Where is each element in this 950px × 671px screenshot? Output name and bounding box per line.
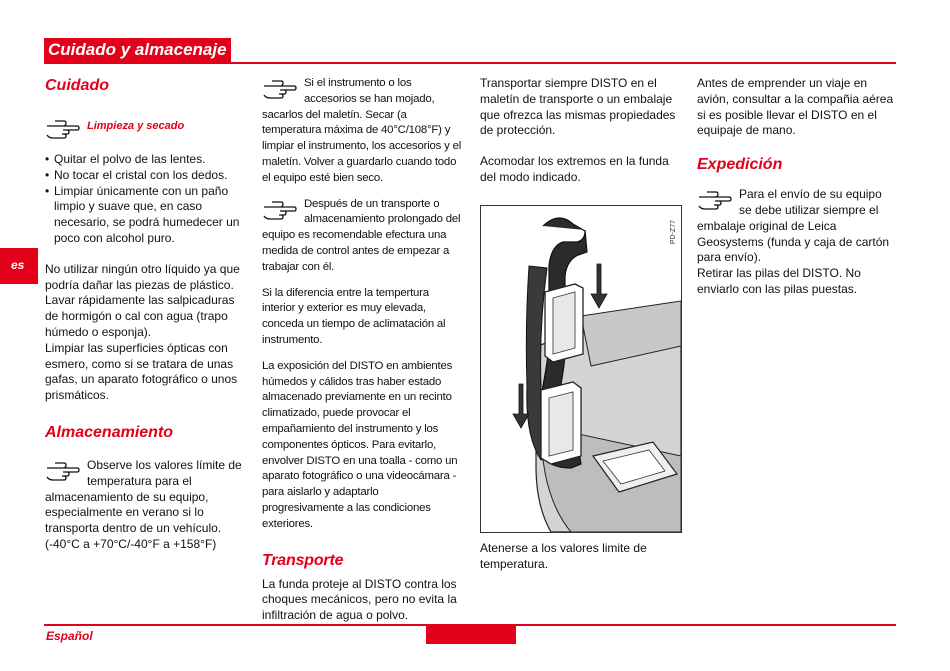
footer-language: Español <box>46 629 93 643</box>
subheading-limpieza: Limpieza y secado <box>87 120 185 132</box>
case-illustration <box>480 205 682 533</box>
note-despues <box>262 197 462 276</box>
header-rule <box>44 62 896 64</box>
heading-almacenamiento: Almacenamiento <box>45 423 174 441</box>
case-drawing <box>481 206 681 532</box>
paragraph-opticas: Limpiar las superficies ópticas con esmero, como si se tratara de unas gafas, un aparato fotográfico o unos prismáticos. <box>45 340 238 403</box>
heading-transporte: Transporte <box>262 551 344 569</box>
footer-page-block <box>426 625 516 644</box>
cleaning-list <box>45 152 245 247</box>
pointing-hand-icon <box>45 460 81 482</box>
list-item: • Limpiar únicamente con un paño limpio y suave que, en caso necesario, se podrá humedecer un poco con alcohol puro. <box>45 184 245 247</box>
column-4 <box>697 76 897 298</box>
figure-code: PD-Z77 <box>670 220 677 245</box>
language-tab <box>0 248 38 284</box>
note-temperatura <box>45 458 245 553</box>
column-3 <box>480 76 680 186</box>
list-item: • Quitar el polvo de las lentes. <box>45 152 245 168</box>
section-title: Cuidado y almacenaje <box>48 40 227 59</box>
pointing-hand-icon <box>697 189 733 211</box>
column-1 <box>45 76 245 553</box>
note-despues-text: Después de un transporte o almacenamiento prolongado del equipo es recomendable efectura una medida de control antes de empezar a trabajar con él. <box>262 197 461 273</box>
note-temperatura-text: Observe los valores límite de temperatura para el almacenamiento de su equipo, especialmente en verano si lo transporta dentro de un vehículo. (-40°C a +70°C/-40°F a +158°F) <box>45 457 242 551</box>
heading-cuidado: Cuidado <box>45 77 109 94</box>
note-mojado <box>262 76 462 187</box>
list-item: • No tocar el cristal con los dedos. <box>45 168 245 184</box>
column-2 <box>262 76 462 624</box>
paragraph-funda: La funda proteje al DISTO contra los choques mecánicos, pero no evita la infiltración de agua o polvo. <box>262 576 457 623</box>
paragraph-diferencia: Si la diferencia entre la tempertura interior y exterior es muy elevada, conceda un tiempo de aclimatación al instrumento. <box>262 286 446 346</box>
paragraph-viaje: Antes de emprender un viaje en avión, consultar a la compañia aérea si es posible llevar el DISTO en el equipaje de mano. <box>697 76 894 138</box>
pointing-hand-icon <box>262 199 298 221</box>
pointing-hand-icon <box>262 78 298 100</box>
note-envio-text: Para el envío de su equipo se debe utilizar siempre el embalaje original de Leica Geosystems (funda y caja de cartón para envío). <box>697 187 890 265</box>
paragraph-retirar: Retirar las pilas del DISTO. No enviarlo con las pilas puestas. <box>697 266 861 296</box>
paragraph-atenerse: Atenerse a los valores limite de temperatura. <box>480 541 647 571</box>
language-tab-label: es <box>11 258 25 272</box>
note-limpieza <box>45 116 245 140</box>
note-mojado-text: Si el instrumento o los accesorios se han mojado, sacarlos del maletín. Secar (a temperatura máxima de 40°C/108°F) y limpiar el instrumento, los accesorios y el maletín. Volver a guardarlo cuando todo el equipo esté bien seco. <box>262 77 462 184</box>
paragraph-liquido: No utilizar ningún otro líquido ya que podría dañar las piezas de plástico. Lavar rápidamente las salpicaduras de hormigón o cal con agua (trapo húmedo o esponja). <box>45 261 240 339</box>
paragraph-transportar: Transportar siempre DISTO en el maletín de transporte o un embalaje que ofrezca las mismas propiedades de protección. <box>480 76 676 138</box>
paragraph-acomodar: Acomodar los extremos en la funda del modo indicado. <box>480 154 669 184</box>
column-3-bottom <box>480 541 680 573</box>
paragraph-exposicion: La exposición del DISTO en ambientes húmedos y cálidos tras haber estado almacenado previamente en un recinto climatizado, puede provocar el empañamiento del instrumento y los componentes ópticos. Para evitarlo, envolver DISTO en una toalla - como un aparato fotográfico o una videocámara - para aislarlo y adaptarlo progresivamente a las condiciones exteriores. <box>262 359 458 530</box>
note-envio <box>697 187 897 266</box>
heading-expedicion: Expedición <box>697 156 783 174</box>
pointing-hand-icon <box>45 118 81 140</box>
